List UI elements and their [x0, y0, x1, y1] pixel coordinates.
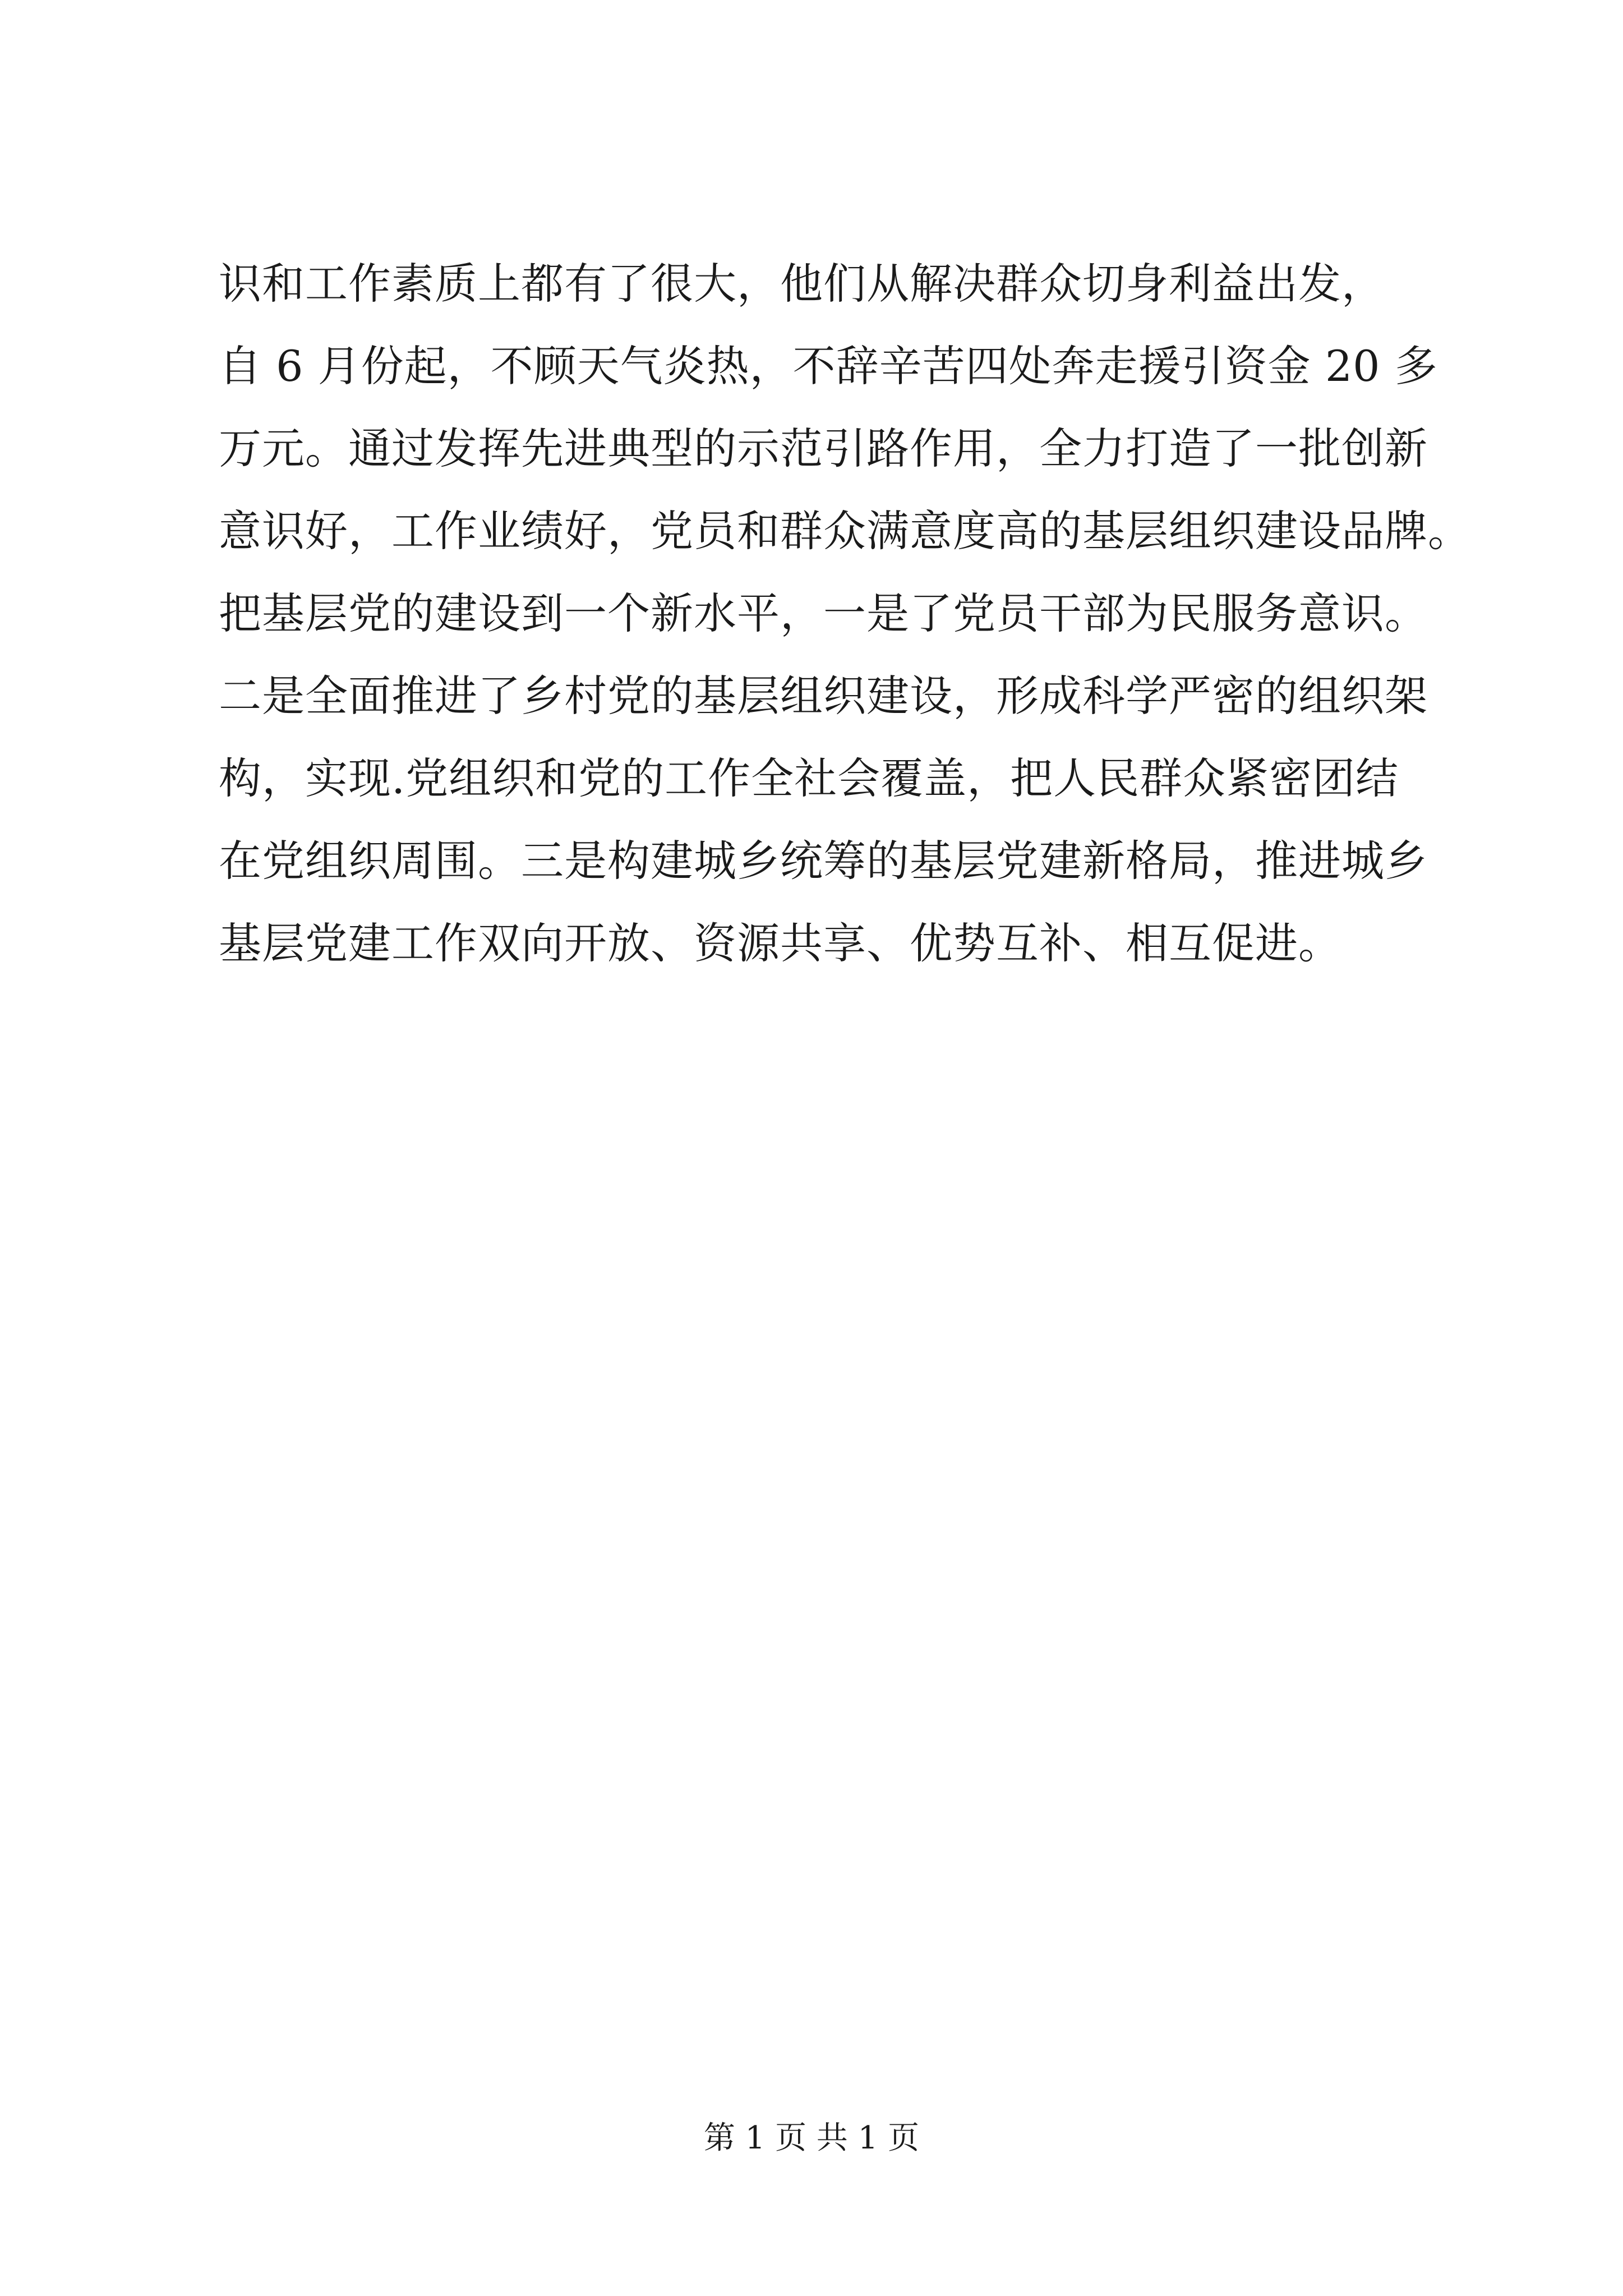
text-line: 基层党建工作双向开放、资源共享、优势互补、相互促进。	[219, 918, 1341, 968]
text-line: 自 6 月份起，不顾天气炎热，不辞辛苦四处奔走援引资金 20 多	[219, 341, 1438, 391]
text-line: 在党组织周围。三是构建城乡统筹的基层党建新格局，推进城乡	[219, 836, 1428, 886]
text-line: 万元。通过发挥先进典型的示范引路作用，全力打造了一批创新	[219, 424, 1428, 473]
text-line: 把基层党的建设到一个新水平，一是了党员干部为民服务意识。	[219, 588, 1428, 638]
text-line: 二是全面推进了乡村党的基层组织建设，形成科学严密的组织架	[219, 671, 1428, 721]
text-line: 识和工作素质上都有了很大，他们从解决群众切身利益出发，	[219, 259, 1385, 309]
body-text	[219, 242, 1471, 984]
page-footer: 第 1 页 共 1 页	[703, 2120, 920, 2156]
text-line: 构，实现.党组织和党的工作全社会覆盖，把人民群众紧密团结	[219, 753, 1399, 803]
text-line: 意识好，工作业绩好，党员和群众满意度高的基层组织建设品牌。	[219, 506, 1471, 556]
